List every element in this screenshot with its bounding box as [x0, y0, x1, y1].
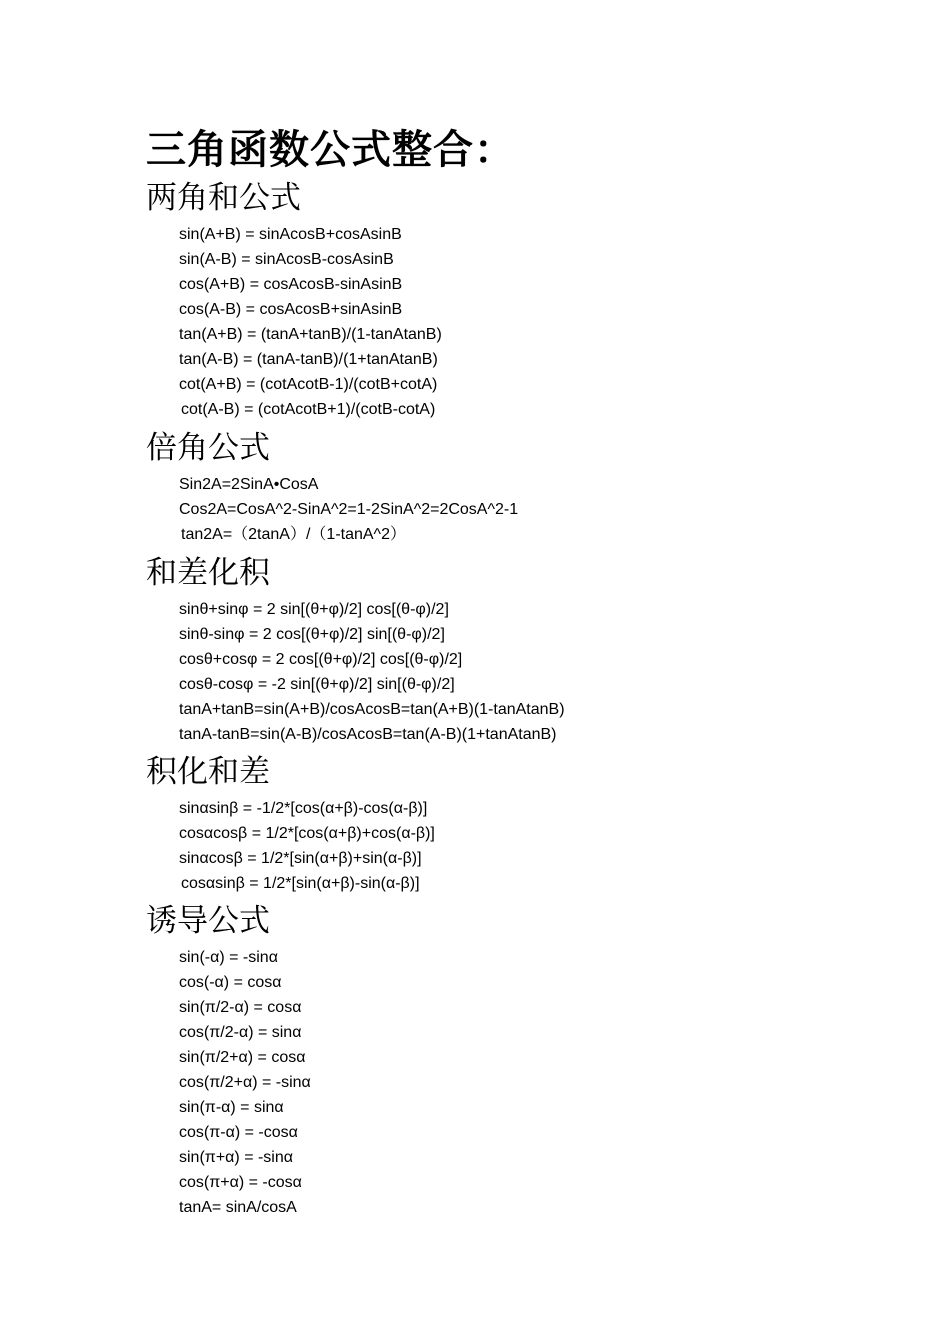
formula-line: sinαsinβ = -1/2*[cos(α+β)-cos(α-β)] [179, 800, 428, 817]
formula-line: Sin2A=2SinA•CosA [179, 476, 319, 493]
section-reduction-formulas [146, 901, 311, 1220]
formula-list [146, 472, 518, 547]
formula-line: sin(A+B) = sinAcosB+cosAsinB [179, 226, 402, 243]
formula-line: sinθ-sinφ = 2 cos[(θ+φ)/2] sin[(θ-φ)/2] [179, 626, 445, 643]
section-double-angle-formulas [146, 428, 518, 547]
page-title: 三角函数公式整合： [146, 127, 515, 173]
formula-line: sin(π-α) = sinα [179, 1099, 284, 1116]
formula-line: tanA+tanB=sin(A+B)/cosAcosB=tan(A+B)(1-tanAtanB) [179, 701, 565, 718]
formula-line: sin(π/2+α) = cosα [179, 1049, 306, 1066]
section-product-to-sum [146, 752, 435, 896]
formula-line: sin(π+α) = -sinα [179, 1149, 294, 1166]
formula-line: cosθ+cosφ = 2 cos[(θ+φ)/2] cos[(θ-φ)/2] [179, 651, 463, 668]
section-heading: 积化和差 [146, 754, 270, 790]
formula-line: Cos2A=CosA^2-SinA^2=1-2SinA^2=2CosA^2-1 [179, 501, 519, 518]
section-heading: 和差化积 [146, 555, 270, 591]
formula-line: sinθ+sinφ = 2 sin[(θ+φ)/2] cos[(θ-φ)/2] [179, 601, 449, 618]
formula-line: cosαsinβ = 1/2*[sin(α+β)-sin(α-β)] [181, 875, 420, 892]
formula-line: tanA= sinA/cosA [179, 1199, 297, 1216]
formula-list [146, 597, 565, 747]
formula-line: cos(A+B) = cosAcosB-sinAsinB [179, 276, 403, 293]
formula-line: tanA-tanB=sin(A-B)/cosAcosB=tan(A-B)(1+tanAtanB) [179, 726, 557, 743]
formula-line: tan2A=（2tanA）/（1-tanA^2） [181, 526, 406, 543]
formula-list [146, 796, 435, 896]
formula-list [146, 222, 442, 422]
formula-line: cos(-α) = cosα [179, 974, 282, 991]
formula-line: cos(π-α) = -cosα [179, 1124, 298, 1141]
formula-line: cos(A-B) = cosAcosB+sinAsinB [179, 301, 403, 318]
section-heading: 两角和公式 [146, 180, 301, 216]
formula-line: cosθ-cosφ = -2 sin[(θ+φ)/2] sin[(θ-φ)/2] [179, 676, 455, 693]
section-heading: 诱导公式 [146, 903, 270, 939]
formula-line: sin(-α) = -sinα [179, 949, 278, 966]
formula-line: cos(π+α) = -cosα [179, 1174, 302, 1191]
formula-line: sinαcosβ = 1/2*[sin(α+β)+sin(α-β)] [179, 850, 422, 867]
formula-line: cos(π/2-α) = sinα [179, 1024, 302, 1041]
formula-line: tan(A+B) = (tanA+tanB)/(1-tanAtanB) [179, 326, 442, 343]
formula-line: cot(A-B) = (cotAcotB+1)/(cotB-cotA) [181, 401, 436, 418]
formula-line: cosαcosβ = 1/2*[cos(α+β)+cos(α-β)] [179, 825, 435, 842]
section-sum-angle-formulas [146, 178, 442, 422]
formula-list [146, 945, 311, 1220]
formula-line: tan(A-B) = (tanA-tanB)/(1+tanAtanB) [179, 351, 438, 368]
formula-line: cos(π/2+α) = -sinα [179, 1074, 311, 1091]
formula-line: cot(A+B) = (cotAcotB-1)/(cotB+cotA) [179, 376, 438, 393]
section-sum-to-product [146, 553, 565, 747]
formula-line: sin(A-B) = sinAcosB-cosAsinB [179, 251, 394, 268]
section-heading: 倍角公式 [146, 430, 270, 466]
formula-line: sin(π/2-α) = cosα [179, 999, 302, 1016]
